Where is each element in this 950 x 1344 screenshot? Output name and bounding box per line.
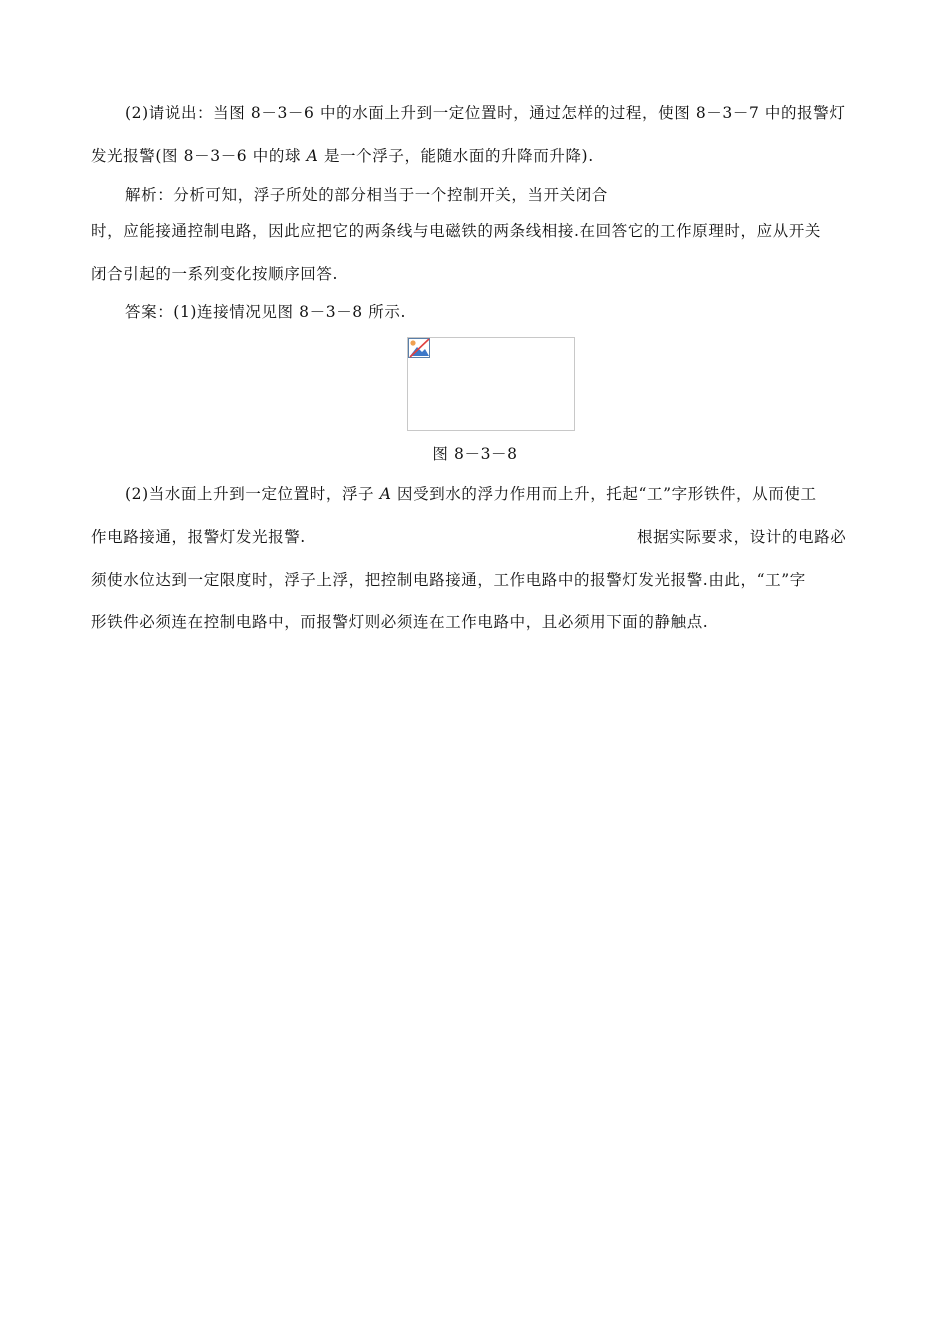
float-variable: A [306, 147, 319, 165]
figure-caption: 图 8－3－8 [432, 445, 518, 463]
question-2-text-a: 发光报警(图 8－3－6 中的球 [91, 147, 307, 165]
answer-2-text-a: (2)当水面上升到一定位置时，浮子 [125, 485, 380, 503]
analysis-line-2: 时，应能接通控制电路，因此应把它的两条线与电磁铁的两条线相接.在回答它的工作原理时，应从开关 [91, 222, 822, 240]
answer-2-text-b: 因受到水的浮力作用而上升，托起“工”字形铁件，从而使工 [391, 485, 817, 503]
float-variable-2: A [379, 485, 392, 503]
figure-image-placeholder [407, 337, 575, 431]
question-2-line-2 [91, 146, 859, 166]
answer-2-line-2 [91, 527, 859, 547]
answer-2-line-2-left: 作电路接通，报警灯发光报警. [91, 528, 306, 546]
question-2-line-1: (2)请说出：当图 8－3－6 中的水面上升到一定位置时，通过怎样的过程，使图 8－3－7 中的报警灯 [125, 104, 846, 122]
analysis-line-3: 闭合引起的一系列变化按顺序回答. [91, 265, 339, 283]
answer-2-line-2-right: 根据实际要求，设计的电路必 [637, 528, 847, 546]
answer-2-line-1 [125, 484, 859, 504]
answer-line-1: 答案：(1)连接情况见图 8－3－8 所示. [125, 303, 407, 321]
answer-2-line-3: 须使水位达到一定限度时，浮子上浮，把控制电路接通，工作电路中的报警灯发光报警.由此，“工”字 [91, 571, 806, 589]
answer-2-line-4: 形铁件必须连在控制电路中，而报警灯则必须连在工作电路中，且必须用下面的静触点. [91, 613, 709, 631]
broken-image-icon [408, 338, 430, 358]
analysis-line-1: 解析：分析可知，浮子所处的部分相当于一个控制开关，当开关闭合 [125, 186, 609, 204]
question-2-text-b: 是一个浮子，能随水面的升降而升降). [318, 147, 594, 165]
